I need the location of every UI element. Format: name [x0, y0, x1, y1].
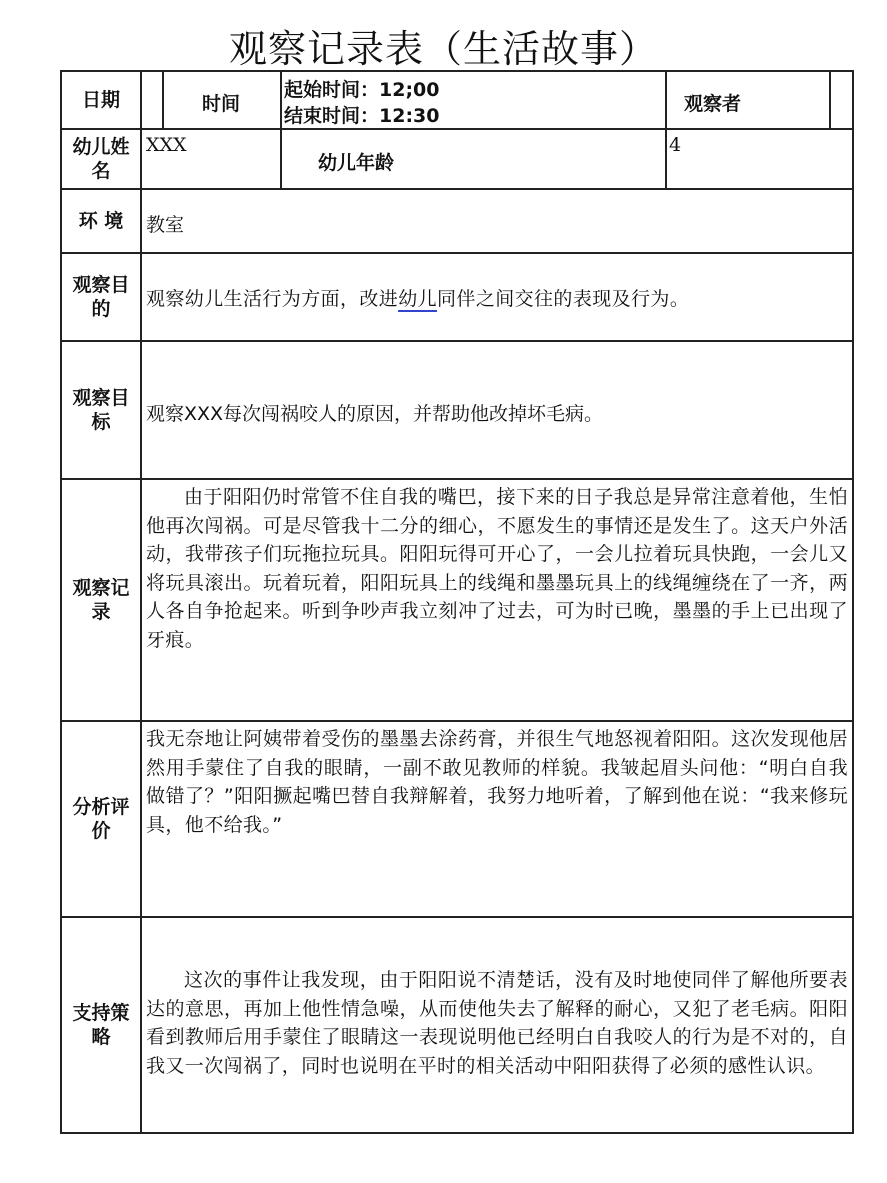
date-label: 日期 [62, 72, 142, 128]
analysis-row [62, 722, 852, 918]
age-value-divider [665, 130, 667, 188]
record-row [62, 480, 852, 722]
goal-cell [144, 342, 852, 478]
start-time: 起始时间：12;00 [284, 79, 440, 101]
record-cell [144, 480, 852, 720]
purpose-text-end: 同伴之间交往的表现及行为。 [437, 287, 690, 310]
strategy-text: 这次的事件让我发现，由于阳阳说不清楚话，没有及时地使同伴了解他所要表达的意思，再加上他性情急噪，从而使他失去了解释的耐心，又犯了老毛病。阳阳看到教师后用手蒙住了眼睛这一表现说明他已经明白自我咬人的行为是不对的，自我又一次闯祸了，同时也说明在平时的相关活动中阳阳获得了必须的感性认识。 [146, 969, 848, 1077]
child-name-value: XXX [146, 134, 187, 156]
observer-divider [665, 72, 667, 128]
end-time: 结束时间：12:30 [284, 105, 440, 127]
observer-label: 观察者 [684, 93, 742, 115]
purpose-text-underlined: 幼儿 [398, 287, 438, 310]
analysis-text: 我无奈地让阿姨带着受伤的墨墨去涂药膏，并很生气地怒视着阳阳。这次发现他居然用手蒙住了自我的眼睛，一副不敢见教师的样貌。我皱起眉头问他：“明白自我做错了？”阳阳撅起嘴巴替自我辩解着，我努力地听着，了解到他在说：“我来修玩具，他不给我。” [146, 728, 848, 836]
header-row [62, 72, 852, 130]
strategy-label: 支持策略 [62, 918, 142, 1132]
environment-value: 教室 [146, 213, 185, 236]
child-row [62, 130, 852, 190]
time-label: 时间 [202, 93, 241, 115]
purpose-text-start: 观察幼儿生活行为方面，改进 [146, 287, 399, 310]
purpose-text [146, 285, 689, 314]
goal-text: 观察XXX每次闯祸咬人的原因，并帮助他改掉坏毛病。 [146, 402, 604, 425]
goal-label: 观察目标 [62, 342, 142, 478]
child-age-value: 4 [669, 134, 682, 156]
date-value-divider [162, 72, 164, 128]
environment-label: 环 境 [62, 190, 142, 252]
child-age-label: 幼儿年龄 [318, 152, 395, 174]
observation-form [60, 70, 854, 1134]
strategy-row [62, 918, 852, 1132]
child-name-label: 幼儿姓名 [62, 130, 142, 188]
record-text: 由于阳阳仍时常管不住自我的嘴巴，接下来的日子我总是异常注意着他，生怕他再次闯祸。可是尽管我十二分的细心，不愿发生的事情还是发生了。这天户外活动，我带孩子们玩拖拉玩具。阳阳玩得可开心了，一会儿拉着玩具快跑，一会儿又将玩具滚出。玩着玩着，阳阳玩具上的线绳和墨墨玩具上的线绳缠绕在了一齐，两人各自争抢起来。听到争吵声我立刻冲了过去，可为时已晚，墨墨的手上已出现了牙痕。 [146, 486, 848, 651]
analysis-label: 分析评价 [62, 722, 142, 916]
page-title: 观察记录表（生活故事） [228, 27, 658, 71]
age-divider [280, 130, 282, 188]
strategy-cell [144, 918, 852, 1132]
purpose-label: 观察目的 [62, 254, 142, 340]
environment-row [62, 190, 852, 254]
record-label: 观察记录 [62, 480, 142, 720]
observer-value-divider [829, 72, 831, 128]
analysis-cell [144, 722, 852, 916]
goal-row [62, 342, 852, 480]
purpose-cell [144, 254, 852, 340]
purpose-row [62, 254, 852, 342]
time-divider [280, 72, 282, 128]
environment-value-cell [144, 190, 852, 252]
